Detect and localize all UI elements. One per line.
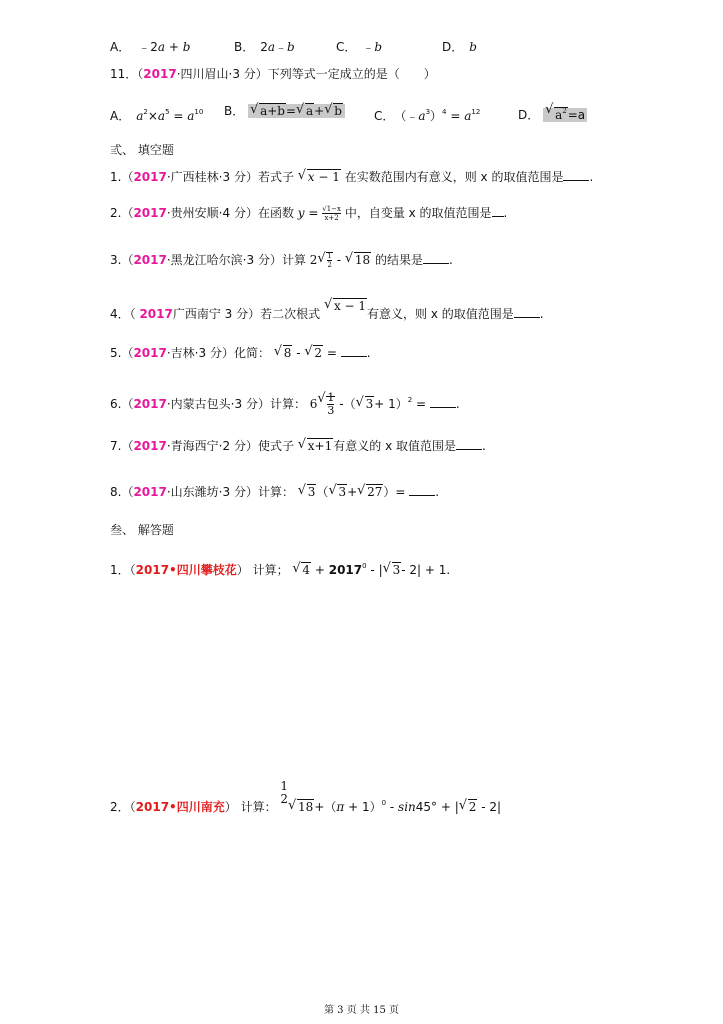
- q11-stem: 11．（2017·四川眉山·3 分）下列等式一定成立的是（ ）: [110, 67, 436, 81]
- formula: √ $\frac{1}{2}$: [317, 252, 332, 269]
- q11-option-b: B． √ a+b=√ a+√ b: [224, 103, 345, 119]
- q10-option-b: B． 2a﹣b: [234, 40, 295, 54]
- fill-question-1: 1.（2017·广西桂林·3 分）若式子 √ x − 1 在实数范围内有意义，则 x 的取值范围是 .: [110, 169, 593, 185]
- solve-question-2: 2．（2017•四川南充） 计算： 1 2 √ $18+(\pi + 1)^0 - \sin 45^\circ$ + |√ 2 - 2|: [110, 780, 501, 815]
- fill-question-4: 4．（ 2017广西南宁 3 分）若二次根式 √ x − 1有意义，则 x 的取值范围是 .: [110, 298, 544, 322]
- q11-option-d: D． √ $a^2=a$: [518, 103, 587, 123]
- formula: √ $\frac{1}{3}$: [317, 392, 335, 417]
- q11-option-b-formula-image: √ a+b=√ a+√ b: [248, 104, 345, 118]
- fill-question-6: 6.（2017·内蒙古包头·3 分）计算： 6 √ $\frac{1}{3}$ -（√ 3+ 1）$^2$ = .: [110, 392, 460, 417]
- section-fill-heading: 弎、 填空题: [110, 143, 174, 157]
- solve-question-1: 1．（2017•四川攀枝花） 计算； √ $4 + 2017^0$ - |√ 3- 2| + 1.: [110, 558, 450, 578]
- q11-option-d-formula-image: √ $a^2=a$: [543, 108, 587, 122]
- q10-option-c: C． ﹣b: [336, 40, 383, 54]
- formula: √ 3: [298, 484, 317, 500]
- fill-question-3: 3.（2017·黑龙江哈尔滨·3 分）计算 2 √ $\frac{1}{2}$ - √ 18 的结果是 .: [110, 252, 453, 269]
- q11-option-a: A． $a^2\times a^5 = a^{10}$: [110, 108, 204, 123]
- page-footer: 第 3 页 共 15 页: [324, 1005, 399, 1016]
- q10-option-a: A． ﹣2a + b: [110, 40, 191, 54]
- formula: √ x − 1: [324, 298, 367, 314]
- formula: 1 2: [280, 779, 289, 806]
- formula: √ 4: [292, 562, 311, 578]
- formula: $\frac{√1-x}{x+2}$: [322, 205, 341, 222]
- section-solve-heading: 叁、 解答题: [110, 523, 174, 537]
- formula: √ 8: [274, 345, 293, 361]
- q11-option-c: C． $(﹣a^3)^4 = a^{12}$: [374, 108, 481, 123]
- fill-question-5: 5.（2017·吉林·3 分）化简： √ 8 - √ 2 = .: [110, 345, 371, 361]
- fill-question-2: 2.（2017·贵州安顺·4 分）在函数 y = $\frac{√1-x}{x+2}$ 中，自变量 x 的取值范围是 .: [110, 205, 508, 222]
- fill-question-7: 7.（2017·青海西宁·2 分）使式子 √ x+1有意义的 x 取值范围是 .: [110, 438, 486, 454]
- formula: √ x − 1: [298, 169, 341, 185]
- q10-option-d: D． b: [442, 40, 477, 54]
- formula: √ x+1: [298, 438, 333, 454]
- fill-question-8: 8.（2017·山东潍坊·3 分）计算： √ 3（√ 3+√ 27）= .: [110, 484, 439, 500]
